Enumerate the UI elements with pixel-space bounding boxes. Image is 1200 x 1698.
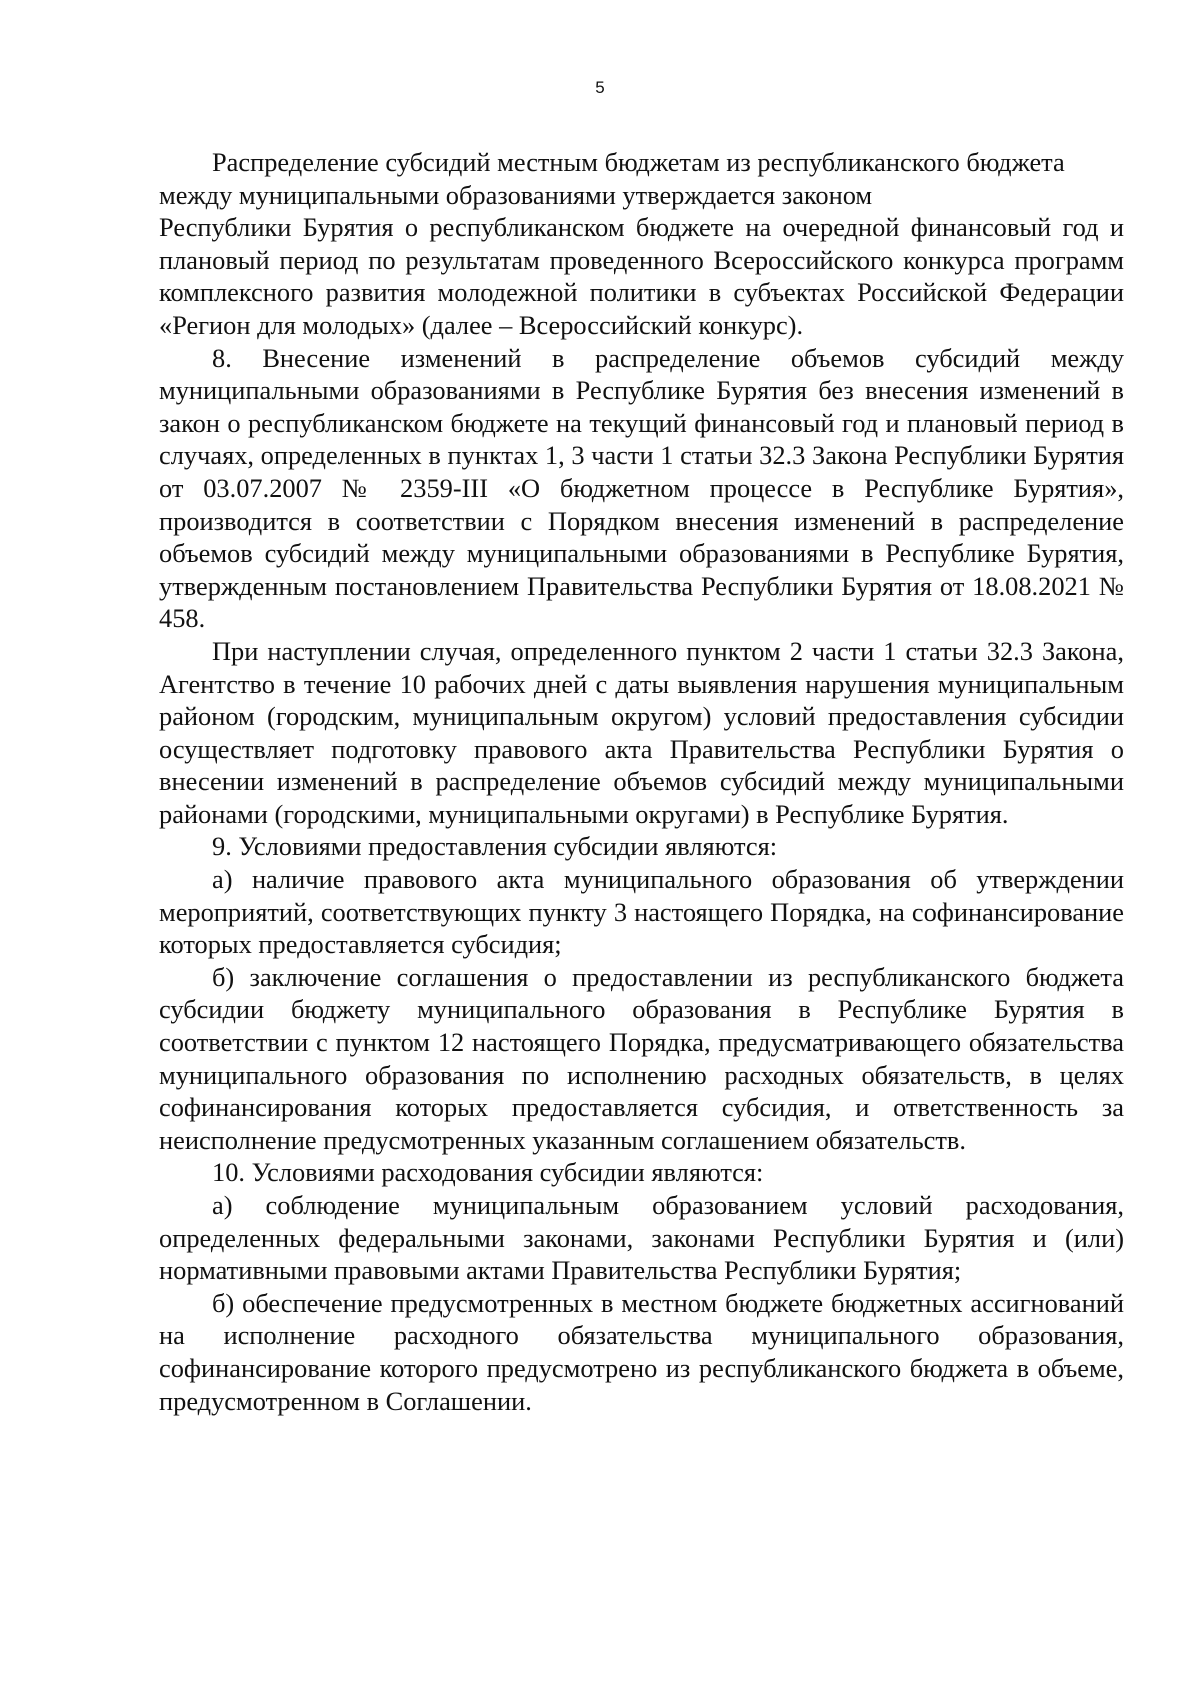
paragraph-item-10a: а) соблюдение муниципальным образованием условий расходования, определенных федеральными законами, законами Республики Бурятия и (или) нормативными правовыми актами Правительства Республики Бурятия;	[159, 1190, 1124, 1286]
page-number: 5	[595, 78, 605, 97]
paragraph-item-9b: б) заключение соглашения о предоставлении из республиканского бюджета субсидии бюджету муниципального образования в Республике Бурятия в соответствии с пунктом 12 настоящего Порядка, предусматривающего обязательства муниципального образования по исполнению расходных обязательств, в целях софинансирования которых предоставляется субсидия, и ответственность за неисполнение предусмотренных указанным соглашением обязательств.	[159, 961, 1124, 1155]
paragraph-item-8: 8. Внесение изменений в распределение объемов субсидий между муниципальными образованиями в Республике Бурятия без внесения изменений в закон о республиканском бюджете на текущий финансовый год и плановый период в случаях, определенных в пунктах 1, 3 части 1 статьи 32.3 Закона Республики Бурятия от 03.07.2007 № 2359-III «О бюджетном процессе в Республике Бурятия», производится в соответствии с Порядком внесения изменений в распределение объемов субсидий между муниципальными образованиями в Республике Бурятия, утвержденным постановлением Правительства Республики Бурятия от 18.08.2021 № 458.	[159, 342, 1124, 634]
paragraph-item-9a: а) наличие правового акта муниципального образования об утверждении мероприятий, соответствующих пункту 3 настоящего Порядка, на софинансирование которых предоставляется субсидия;	[159, 864, 1124, 960]
document-body	[159, 146, 1124, 1417]
paragraph-item-10b: б) обеспечение предусмотренных в местном бюджете бюджетных ассигнований на исполнение расходного обязательства муниципального образования, софинансирование которого предусмотрено из республиканского бюджета в объеме, предусмотренном в Соглашении.	[159, 1287, 1124, 1416]
paragraph-item-9: 9. Условиями предоставления субсидии являются:	[212, 831, 778, 862]
paragraph-item-10: 10. Условиями расходования субсидии являются:	[212, 1157, 764, 1188]
paragraph-subsidy-distribution-continued: Республики Бурятия о республиканском бюджете на очередной финансовый год и плановый период по результатам проведенного Всероссийского конкурса программ комплексного развития молодежной политики в субъектах Российской Федерации «Регион для молодых» (далее – Всероссийский конкурс).	[159, 212, 1124, 340]
paragraph-violation-case: При наступлении случая, определенного пунктом 2 части 1 статьи 32.3 Закона, Агентство в течение 10 рабочих дней с даты выявления нарушения муниципальным районом (городским, муниципальным округом) условий предоставления субсидии осуществляет подготовку правового акта Правительства Республики Бурятия о внесении изменений в распределение объемов субсидий между муниципальными районами (городскими, муниципальными округами) в Республике Бурятия.	[159, 635, 1124, 829]
paragraph-subsidy-distribution: Распределение субсидий местным бюджетам из республиканского бюджета между муниципальными образованиями утверждается законом	[159, 147, 1065, 210]
